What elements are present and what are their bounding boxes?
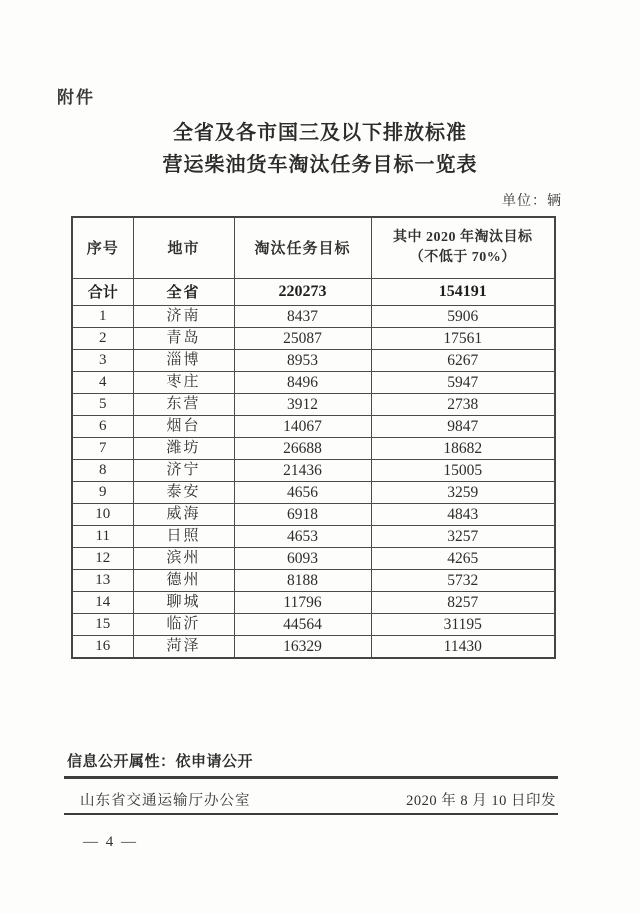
cell-city: 临沂 [133, 613, 234, 635]
document-title [0, 117, 640, 181]
cell-city: 济南 [133, 305, 234, 327]
cell-2020-target: 18682 [371, 437, 555, 459]
cell-seq: 12 [72, 547, 133, 569]
cell-city: 威海 [133, 503, 234, 525]
cell-2020-target: 5732 [371, 569, 555, 591]
page-number: — 4 — [83, 834, 138, 850]
cell-target: 8496 [234, 371, 371, 393]
cell-city: 聊城 [133, 591, 234, 613]
cell-city: 德州 [133, 569, 234, 591]
cell-city: 滨州 [133, 547, 234, 569]
cell-2020-target: 11430 [371, 635, 555, 658]
cell-seq: 16 [72, 635, 133, 658]
cell-target: 3912 [234, 393, 371, 415]
footer-rule-top [64, 776, 558, 779]
cell-target: 8953 [234, 349, 371, 371]
cell-seq: 4 [72, 371, 133, 393]
cell-target: 4653 [234, 525, 371, 547]
cell-target: 6918 [234, 503, 371, 525]
cell-target: 44564 [234, 613, 371, 635]
cell-city: 菏泽 [133, 635, 234, 658]
table-row [72, 349, 555, 371]
table-header-row [72, 217, 555, 278]
table-row [72, 415, 555, 437]
document-title-line1: 全省及各市国三及以下排放标准 [173, 122, 467, 144]
cell-seq: 2 [72, 327, 133, 349]
table-row [72, 327, 555, 349]
table-row [72, 591, 555, 613]
table-row [72, 371, 555, 393]
cell-target: 11796 [234, 591, 371, 613]
cell-city: 青岛 [133, 327, 234, 349]
cell-target: 26688 [234, 437, 371, 459]
cell-city: 潍坊 [133, 437, 234, 459]
table-row [72, 393, 555, 415]
table-row [72, 569, 555, 591]
table-row [72, 503, 555, 525]
cell-target: 6093 [234, 547, 371, 569]
cell-seq: 5 [72, 393, 133, 415]
cell-seq: 15 [72, 613, 133, 635]
cell-city: 烟台 [133, 415, 234, 437]
attachment-label: 附件 [57, 88, 95, 107]
cell-target: 25087 [234, 327, 371, 349]
total-cell-2020-target: 154191 [371, 278, 555, 305]
issuer-name: 山东省交通运输厅办公室 [80, 793, 251, 809]
cell-2020-target: 2738 [371, 393, 555, 415]
cell-city: 日照 [133, 525, 234, 547]
cell-2020-target: 17561 [371, 327, 555, 349]
cell-seq: 9 [72, 481, 133, 503]
cell-seq: 8 [72, 459, 133, 481]
cell-seq: 6 [72, 415, 133, 437]
total-cell-city: 全省 [133, 278, 234, 305]
cell-2020-target: 3257 [371, 525, 555, 547]
table-row [72, 525, 555, 547]
col-header-target: 淘汰任务目标 [234, 217, 371, 278]
disclosure-note: 信息公开属性：依申请公开 [67, 754, 254, 770]
cell-target: 21436 [234, 459, 371, 481]
table-body [72, 278, 555, 658]
table-row [72, 305, 555, 327]
table-row [72, 613, 555, 635]
cell-seq: 11 [72, 525, 133, 547]
cell-target: 4656 [234, 481, 371, 503]
cell-target: 8188 [234, 569, 371, 591]
cell-city: 东营 [133, 393, 234, 415]
cell-2020-target: 4843 [371, 503, 555, 525]
table-row [72, 547, 555, 569]
col-header-2020-target [371, 217, 555, 278]
cell-target: 14067 [234, 415, 371, 437]
col-header-seq: 序号 [72, 217, 133, 278]
cell-seq: 14 [72, 591, 133, 613]
cell-2020-target: 5947 [371, 371, 555, 393]
cell-2020-target: 4265 [371, 547, 555, 569]
total-row [72, 278, 555, 305]
cell-2020-target: 31195 [371, 613, 555, 635]
cell-target: 8437 [234, 305, 371, 327]
col-header-city: 地市 [133, 217, 234, 278]
footer-rule-bottom [64, 813, 558, 815]
cell-2020-target: 15005 [371, 459, 555, 481]
cell-seq: 10 [72, 503, 133, 525]
total-cell-target: 220273 [234, 278, 371, 305]
total-cell-seq: 合计 [72, 278, 133, 305]
document-title-line2: 营运柴油货车淘汰任务目标一览表 [162, 154, 478, 176]
col-header-2020-target-line2: （不低于 70%） [409, 249, 516, 265]
targets-table [71, 216, 556, 659]
cell-seq: 3 [72, 349, 133, 371]
issuer-row [64, 789, 558, 810]
cell-2020-target: 6267 [371, 349, 555, 371]
cell-city: 淄博 [133, 349, 234, 371]
cell-2020-target: 5906 [371, 305, 555, 327]
print-date: 2020 年 8 月 10 日印发 [406, 793, 556, 809]
cell-2020-target: 3259 [371, 481, 555, 503]
table-row [72, 437, 555, 459]
table-row [72, 481, 555, 503]
col-header-2020-target-line1: 其中 2020 年淘汰目标 [393, 229, 533, 245]
cell-seq: 1 [72, 305, 133, 327]
unit-note: 单位：辆 [502, 194, 562, 209]
cell-target: 16329 [234, 635, 371, 658]
cell-seq: 13 [72, 569, 133, 591]
cell-city: 泰安 [133, 481, 234, 503]
cell-seq: 7 [72, 437, 133, 459]
cell-2020-target: 9847 [371, 415, 555, 437]
table-row [72, 459, 555, 481]
cell-city: 枣庄 [133, 371, 234, 393]
cell-city: 济宁 [133, 459, 234, 481]
table-row [72, 635, 555, 658]
cell-2020-target: 8257 [371, 591, 555, 613]
